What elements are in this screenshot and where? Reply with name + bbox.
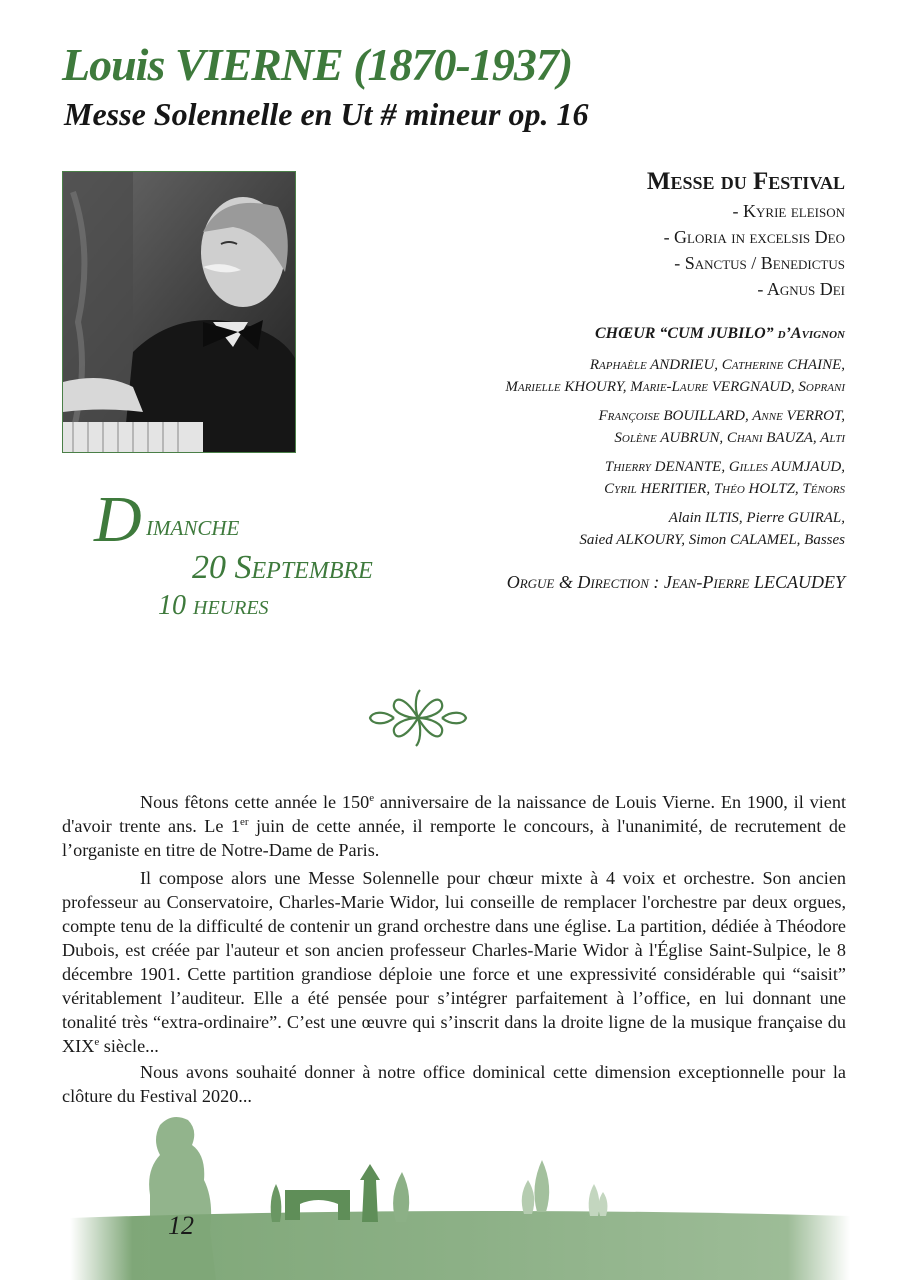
singers-line: Marielle KHOURY, Marie-Laure VERGNAUD, Soprani — [505, 379, 845, 395]
mass-movement: - Sanctus / Benedictus — [674, 253, 845, 273]
page-number: 12 — [168, 1211, 194, 1240]
singers-alti — [598, 405, 845, 449]
date-time: 10 heures — [158, 590, 269, 621]
superscript: e — [369, 791, 375, 804]
choir-city: d’Avignon — [773, 325, 845, 342]
body-paragraph-1 — [62, 790, 846, 862]
text-run: Nous fêtons cette année le 150 — [140, 792, 370, 812]
choir-name: CHŒUR “CUM JUBILO” — [594, 325, 774, 342]
text-run: juin de cette année, il remporte le concours, à l'unanimité, de recrutement de l’organiste en titre de Notre-Dame de Paris. — [62, 816, 847, 860]
mass-movement: - Gloria in excelsis Deo — [663, 227, 845, 247]
singers-line: Raphaèle ANDRIEU, Catherine CHAINE, — [589, 357, 845, 373]
singers-line: Françoise BOUILLARD, Anne VERROT, — [598, 408, 845, 424]
superscript: e — [94, 1035, 100, 1048]
singers-basses — [579, 507, 845, 551]
organ-direction: Orgue & Direction : Jean-Pierre LECAUDEY — [506, 572, 845, 592]
singers-line: Solène AUBRUN, Chani BAUZA, Alti — [614, 430, 845, 446]
text-run: siècle... — [99, 1036, 159, 1056]
composer-portrait — [62, 171, 296, 453]
superscript: er — [240, 815, 249, 828]
date-day: imanche — [146, 509, 240, 542]
body-paragraph-2 — [62, 866, 846, 1058]
text-run: Il compose alors une Messe Solennelle pour chœur mixte à 4 voix et orchestre. Son ancien professeur au Conservatoire, Charles-Marie Widor, lui conseille de remplacer l'orchestre par deux orgues, compte tenu de la difficulté de contenir un grand orchestre dans une église. La partition, dédiée à Théodore Dubois, est créée par l'auteur et son ancien professeur Charles-Marie Widor à l'Église Saint-Sulpice, le 8 décembre 1901. Cette partition grandiose déploie une force et une expressivité considérable qui “saisit” véritablement l’auditeur. Elle a été pensée pour s’intégrer parfaitement à l’office, en lui donnant une tonalité très “extra-ordinaire”. C’est une œuvre qui s’inscrit dans la droite ligne de la musique française du XIX — [62, 868, 846, 1056]
footer-landscape — [0, 1100, 906, 1280]
singers-line: Thierry DENANTE, Gilles AUMJAUD, — [604, 459, 845, 475]
singers-soprani — [505, 354, 845, 398]
page-subtitle: Messe Solennelle en Ut # mineur op. 16 — [64, 96, 589, 132]
date-initial: D — [94, 483, 142, 556]
singers-line: Saied ALKOURY, Simon CALAMEL, Basses — [579, 532, 845, 548]
body-paragraph-3: Nous avons souhaité donner à notre office dominical cette dimension exceptionnelle pour la clôture du Festival 2020... — [62, 1062, 846, 1106]
singers-line: Cyril HERITIER, Théo HOLTZ, Ténors — [604, 481, 845, 497]
singers-line: Alain ILTIS, Pierre GUIRAL, — [668, 510, 845, 526]
mass-movement: - Kyrie eleison — [732, 201, 845, 221]
mass-title: Messe du Festival — [646, 168, 845, 195]
page-title: Louis VIERNE (1870-1937) — [62, 39, 573, 90]
choir-title — [595, 325, 845, 343]
text-run: anniversaire de la naissance de Louis Vierne. En 1900, il vient d'avoir trente ans. Le 1 — [62, 792, 846, 836]
flourish-ornament-icon — [366, 688, 470, 753]
date-date: 20 Septembre — [192, 549, 373, 586]
singers-tenors — [604, 456, 845, 500]
mass-movement: - Agnus Dei — [757, 279, 845, 299]
